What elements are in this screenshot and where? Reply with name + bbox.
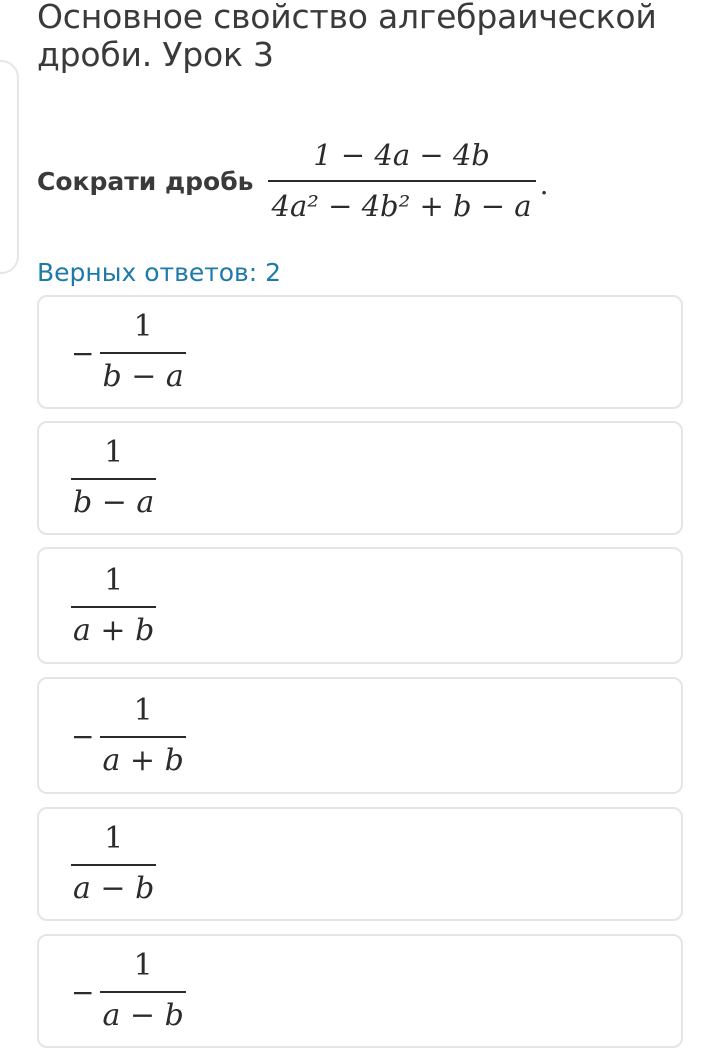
option-numerator: 1 <box>133 948 153 983</box>
option-math <box>71 936 186 1046</box>
option-numerator: 1 <box>133 309 153 344</box>
option-fraction <box>71 562 156 648</box>
answer-option-6[interactable] <box>37 934 683 1048</box>
answer-option-5[interactable] <box>37 807 683 921</box>
option-numerator: 1 <box>133 692 153 728</box>
correct-answers-count: Верных ответов: 2 <box>37 258 282 287</box>
option-fraction <box>71 435 156 520</box>
option-math <box>71 679 186 792</box>
task-statement <box>37 140 548 222</box>
option-math <box>71 809 156 919</box>
task-fraction <box>268 138 536 223</box>
option-sign: − <box>71 720 95 753</box>
page-title: Основное свойство алгебраической дроби. Урок 3 <box>37 0 657 74</box>
task-fraction-denominator: 4a² − 4b² + b − a <box>271 189 532 223</box>
answer-option-4[interactable] <box>37 677 683 794</box>
option-denominator: a + b <box>102 742 184 778</box>
option-fraction <box>100 948 185 1033</box>
answer-option-3[interactable] <box>37 547 683 664</box>
option-numerator: 1 <box>104 435 124 470</box>
option-fraction <box>100 309 185 394</box>
option-math <box>71 423 156 533</box>
option-denominator: b − a <box>73 485 155 520</box>
option-sign: − <box>71 336 95 370</box>
task-period: . <box>539 167 549 201</box>
option-numerator: 1 <box>104 562 124 598</box>
task-fraction-numerator: 1 − 4a − 4b <box>313 138 490 172</box>
answer-option-1[interactable] <box>37 295 683 409</box>
option-numerator: 1 <box>104 821 124 856</box>
option-denominator: a − b <box>73 871 155 906</box>
option-fraction <box>100 692 185 778</box>
answer-option-2[interactable] <box>37 421 683 535</box>
option-fraction <box>71 821 156 906</box>
option-denominator: a + b <box>73 612 155 648</box>
side-panel-edge <box>0 60 19 274</box>
answer-options-list <box>37 295 683 1048</box>
option-denominator: a − b <box>102 998 184 1033</box>
option-sign: − <box>71 975 95 1009</box>
option-denominator: b − a <box>102 359 184 394</box>
task-label: Сократи дробь <box>37 166 254 196</box>
option-math <box>71 549 156 662</box>
option-math <box>71 297 186 407</box>
